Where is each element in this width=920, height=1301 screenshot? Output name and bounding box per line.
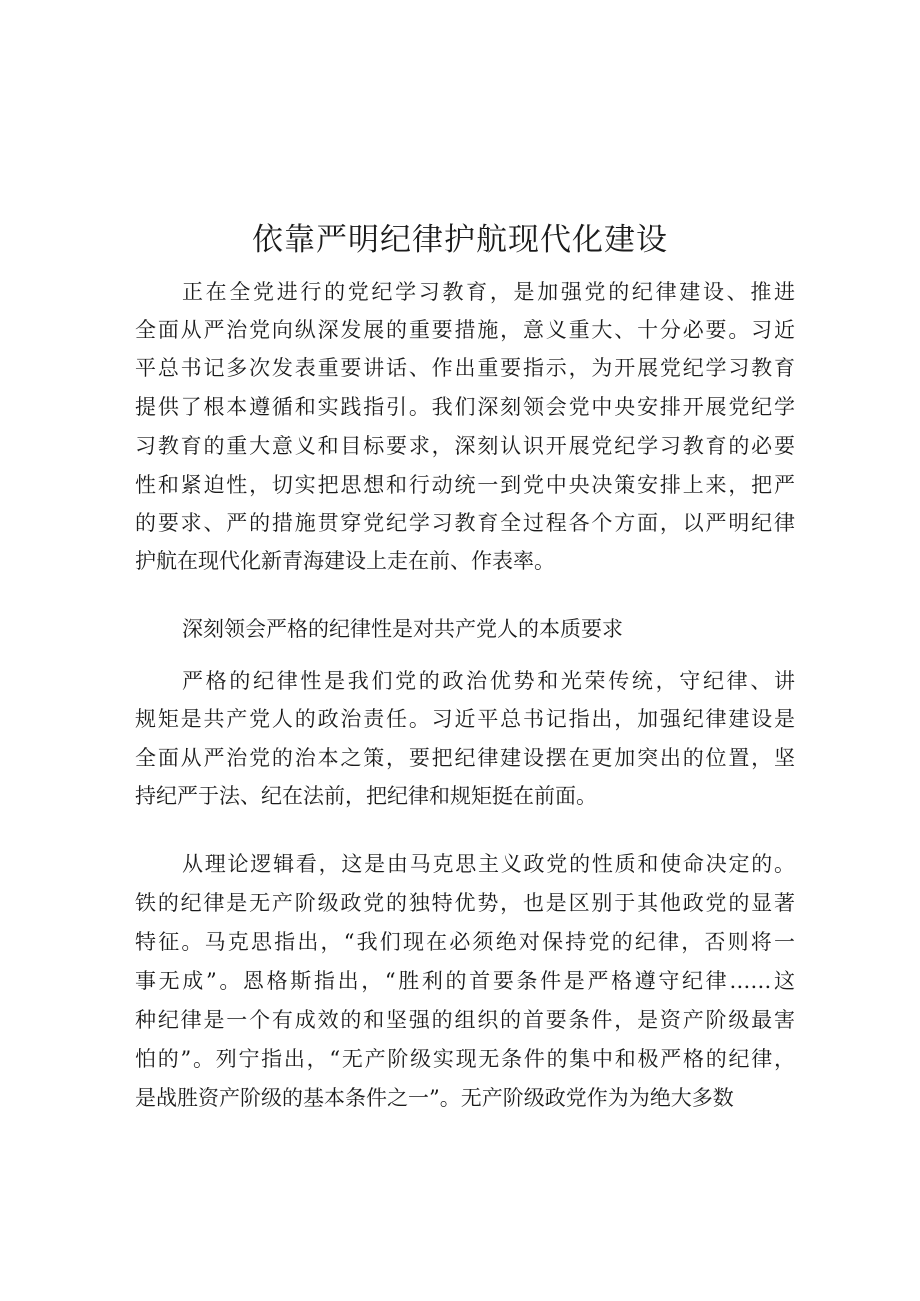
paragraph-discipline-line: 全面从严治党的治本之策，要把纪律建设摆在更加突出的位置，坚 [135, 746, 795, 770]
paragraph-intro-line: 的要求、严的措施贯穿党纪学习教育全过程各个方面，以严明纪律 [135, 511, 795, 535]
paragraph-theory-line: 事无成”。恩格斯指出，“胜利的首要条件是严格遵守纪律……这 [135, 969, 795, 993]
paragraph-intro-line: 习教育的重大意义和目标要求，深刻认识开展党纪学习教育的必要 [135, 434, 795, 458]
paragraph-theory-line: 种纪律是一个有成效的和坚强的组织的首要条件，是资产阶级最害 [135, 1008, 795, 1032]
document-title: 依靠严明纪律护航现代化建设 [252, 222, 668, 258]
paragraph-discipline-line: 规矩是共产党人的政治责任。习近平总书记指出，加强纪律建设是 [135, 707, 795, 731]
paragraph-intro-line: 护航在现代化新青海建设上走在前、作表率。 [135, 549, 555, 573]
section-heading-line: 深刻领会严格的纪律性是对共产党人的本质要求 [182, 617, 623, 641]
paragraph-theory-line: 怕的”。列宁指出，“无产阶级实现无条件的集中和极严格的纪律， [135, 1047, 795, 1071]
paragraph-theory-line: 从理论逻辑看，这是由马克思主义政党的性质和使命决定的。 [182, 852, 795, 876]
paragraph-theory-line: 特征。马克思指出，“我们现在必须绝对保持党的纪律，否则将一 [135, 930, 795, 954]
paragraph-discipline-line: 持纪严于法、纪在法前，把纪律和规矩挺在前面。 [135, 784, 597, 808]
paragraph-intro-line: 提供了根本遵循和实践指引。我们深刻领会党中央安排开展党纪学 [135, 395, 795, 419]
paragraph-theory-line: 铁的纪律是无产阶级政党的独特优势，也是区别于其他政党的显著 [135, 891, 795, 915]
paragraph-discipline-line: 严格的纪律性是我们党的政治优势和光荣传统，守纪律、讲 [182, 669, 795, 693]
paragraph-intro-line: 性和紧迫性，切实把思想和行动统一到党中央决策安排上来，把严 [135, 473, 795, 497]
paragraph-intro-line: 平总书记多次发表重要讲话、作出重要指示，为开展党纪学习教育 [135, 356, 795, 380]
paragraph-theory-line: 是战胜资产阶级的基本条件之一”。无产阶级政党作为为绝大多数 [135, 1086, 734, 1110]
paragraph-intro-line: 正在全党进行的党纪学习教育，是加强党的纪律建设、推进 [182, 280, 795, 304]
paragraph-intro-line: 全面从严治党向纵深发展的重要措施，意义重大、十分必要。习近 [135, 318, 795, 342]
